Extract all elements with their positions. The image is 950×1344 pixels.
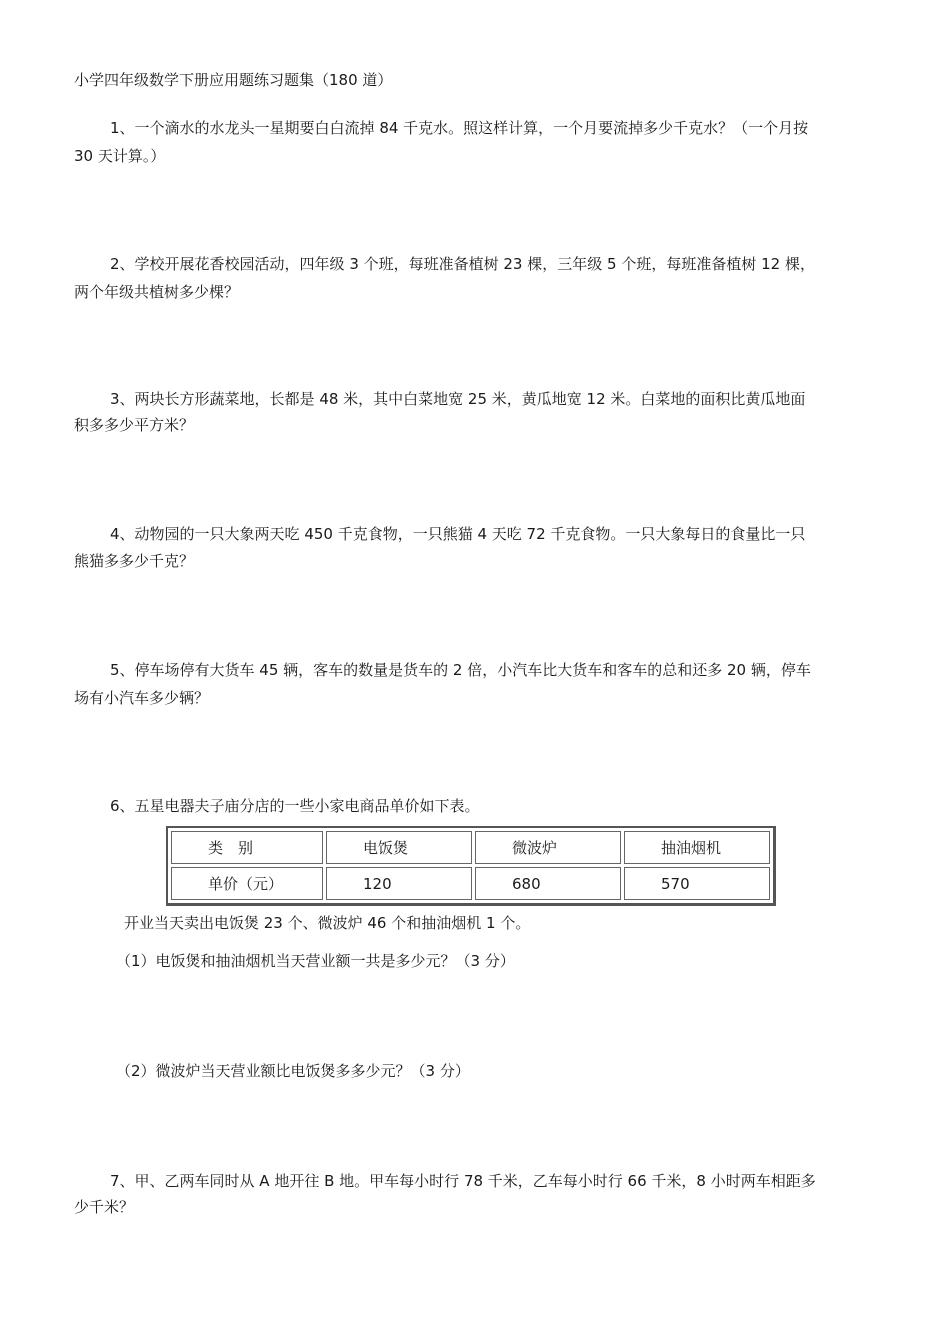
question-5-text: 5、停车场停有大货车 45 辆，客车的数量是货车的 2 倍，小汽车比大货车和客车的总和还多 20 辆，停车 — [110, 661, 811, 679]
question-1-line-2: 30 天计算。） — [74, 147, 166, 165]
table-header-category: 类 别 — [171, 831, 323, 864]
question-1-line-1 — [74, 118, 884, 138]
price-table — [166, 826, 776, 906]
question-6-sub-1: （1）电饭煲和抽油烟机当天营业额一共是多少元？（3 分） — [116, 952, 515, 970]
question-6-intro: 6、五星电器夫子庙分店的一些小家电商品单价如下表。 — [110, 797, 480, 815]
question-5-line-1 — [74, 660, 884, 680]
question-6-intro-line — [74, 796, 884, 816]
question-3-line-1 — [74, 389, 884, 409]
document-title: 小学四年级数学下册应用题练习题集（180 道） — [74, 71, 393, 89]
question-6-sub-2: （2）微波炉当天营业额比电饭煲多多少元？（3 分） — [116, 1062, 470, 1080]
table-cell-range-hood-price: 570 — [624, 867, 770, 900]
question-3-text: 3、两块长方形蔬菜地，长都是 48 米，其中白菜地宽 25 米，黄瓜地宽 12 米。白菜地的面积比黄瓜地面 — [110, 390, 806, 408]
table-header-range-hood: 抽油烟机 — [624, 831, 770, 864]
question-4-text: 4、动物园的一只大象两天吃 450 千克食物，一只熊猫 4 天吃 72 千克食物。一只大象每日的食量比一只 — [110, 525, 806, 543]
question-7-text: 7、甲、乙两车同时从 A 地开往 B 地。甲车每小时行 78 千米，乙车每小时行 66 千米，8 小时两车相距多 — [110, 1172, 816, 1190]
question-3-line-2: 积多多少平方米？ — [74, 416, 195, 434]
question-4-line-2: 熊猫多多少千克？ — [74, 552, 195, 570]
question-6-sales: 开业当天卖出电饭煲 23 个、微波炉 46 个和抽油烟机 1 个。 — [124, 914, 531, 932]
table-cell-microwave-price: 680 — [475, 867, 621, 900]
question-2-line-1 — [74, 254, 884, 274]
question-2-line-2: 两个年级共植树多少棵？ — [74, 283, 240, 301]
table-header-rice-cooker: 电饭煲 — [326, 831, 472, 864]
question-4-line-1 — [74, 524, 884, 544]
question-2-text: 2、学校开展花香校园活动，四年级 3 个班，每班准备植树 23 棵，三年级 5 个班，每班准备植树 12 棵， — [110, 255, 815, 273]
price-table-header-row — [171, 831, 770, 864]
question-1-text: 1、一个滴水的水龙头一星期要白白流掉 84 千克水。照这样计算，一个月要流掉多少千克水？（一个月按 — [110, 119, 809, 137]
table-header-microwave: 微波炉 — [475, 831, 621, 864]
question-5-line-2: 场有小汽车多少辆？ — [74, 689, 210, 707]
table-row-label-price: 单价（元） — [171, 867, 323, 900]
question-7-line-2: 少千米？ — [74, 1198, 135, 1216]
price-table-price-row — [171, 867, 770, 900]
question-7-line-1 — [74, 1171, 884, 1191]
table-cell-rice-cooker-price: 120 — [326, 867, 472, 900]
